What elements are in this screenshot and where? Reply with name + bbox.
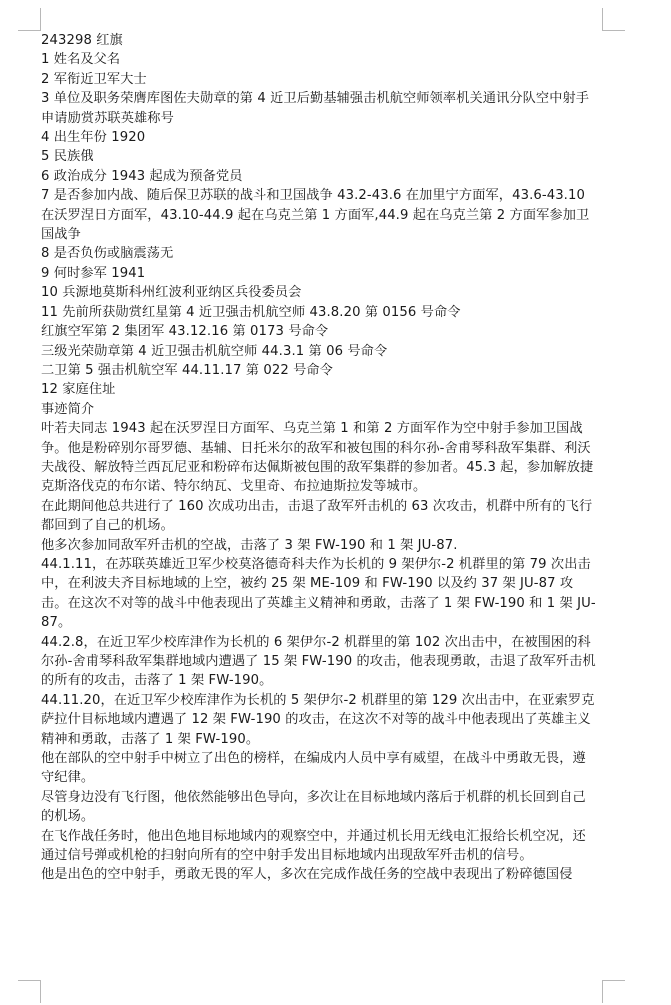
field-6-party: 6 政治成分 1943 起成为预备党员 xyxy=(41,168,243,184)
award-request-line: 申请励赏苏联英雄称号 xyxy=(41,110,174,126)
award-line: 二卫第 5 强击机航空军 44.11.17 第 022 号命令 xyxy=(41,362,333,378)
summary-paragraph: 在飞作战任务时，他出色地目标地域内的观察空中，并通过机长用无线电汇报给长机空况，还通过信号弹或机枪的扫射向所有的空中射手发出目标地域内出现敌军歼击机的信号。 xyxy=(41,828,586,864)
summary-paragraph: 尽管身边没有飞行图，他依然能够出色导向，多次让在目标地域内落后于机群的机长回到自己的机场。 xyxy=(41,789,586,825)
field-2-rank: 2 军衔近卫军大士 xyxy=(41,71,147,87)
summary-paragraph: 他多次参加同敌军歼击机的空战，击落了 3 架 FW-190 和 1 架 JU-87. xyxy=(41,537,458,553)
award-line: 红旗空军第 2 集团军 43.12.16 第 0173 号命令 xyxy=(41,324,329,340)
field-9-enlisted: 9 何时参军 1941 xyxy=(41,265,146,281)
summary-paragraph: 他在部队的空中射手中树立了出色的榜样，在编成内人员中享有威望，在战斗中勇敢无畏，遵守纪律。 xyxy=(41,751,586,786)
margin-corner-top-left xyxy=(18,8,41,31)
summary-paragraph: 叶若夫同志 1943 起在沃罗涅日方面军、乌克兰第 1 和第 2 方面军作为空中射手参加卫国战争。他是粉碎别尔哥罗德、基辅、日托米尔的敌军和被包围的科尔孙-舍甫琴科敌军集群、利沃夫战役、解放特兰西瓦尼亚和粉碎布达佩斯被包围的敌军集群的参加者。45.3 起，参加解放捷克斯洛伐克的布尔诺、特尔纳瓦、戈里奇、布拉迪斯拉发等城市。 xyxy=(41,421,594,495)
margin-corner-bottom-right xyxy=(602,980,625,1003)
field-4-birth-year: 4 出生年份 1920 xyxy=(41,130,146,146)
summary-paragraph: 44.1.11，在苏联英雄近卫军少校莫洛德奇科夫作为长机的 9 架伊尔-2 机群里的第 79 次出击中，在利波夫齐目标地域的上空，被约 25 架 ME-109 和 FW-190 以及约 37 架 JU-87 攻击。在这次不对等的战斗中他表现出了英雄主义精神和勇敢，击落了 1 架 FW-190 和 1 架 JU-87。 xyxy=(41,556,596,631)
field-8-wounds: 8 是否负伤或脑震荡无 xyxy=(41,246,174,262)
summary-paragraph: 他是出色的空中射手，勇敢无畏的军人，多次在完成作战任务的空战中表现出了粉碎德国侵 xyxy=(41,867,573,883)
summary-paragraph: 在此期间他总共进行了 160 次成功出击，击退了敌军歼击机的 63 次攻击，机群中所有的飞行都回到了自己的机场。 xyxy=(41,498,593,534)
field-11-awards: 11 先前所获勋赏红星第 4 近卫强击机航空师 43.8.20 第 0156 号命令 xyxy=(41,304,461,320)
summary-paragraph: 44.2.8，在近卫军少校库津作为长机的 6 架伊尔-2 机群里的第 102 次出击中，在被围困的科尔孙-舍甫琴科敌军集群地域内遭遇了 15 架 FW-190 的攻击，他表现勇敢，击退了敌军歼击机的所有的攻击，击落了 1 架 FW-190。 xyxy=(41,634,596,689)
award-line: 三级光荣勋章第 4 近卫强击机航空师 44.3.1 第 06 号命令 xyxy=(41,343,388,359)
field-10-origin: 10 兵源地莫斯科州红波利亚纳区兵役委员会 xyxy=(41,285,302,301)
field-3-unit: 3 单位及职务荣膺库图佐夫勋章的第 4 近卫后勤基辅强击机航空师领率机关通讯分队空中射手 xyxy=(41,91,590,107)
document-body xyxy=(41,31,599,885)
margin-corner-top-right xyxy=(602,8,625,31)
field-7-service: 7 是否参加内战、随后保卫苏联的战斗和卫国战争 43.2-43.6 在加里宁方面军，43.6-43.10 在沃罗涅日方面军，43.10-44.9 起在乌克兰第 1 方面军,44.9 起在乌克兰第 2 方面军参加卫国战争 xyxy=(41,188,590,243)
doc-id-line: 243298 红旗 xyxy=(41,33,123,48)
field-5-ethnicity: 5 民族俄 xyxy=(41,149,94,165)
field-1-name: 1 姓名及父名 xyxy=(41,52,121,68)
summary-paragraph: 44.11.20，在近卫军少校库津作为长机的 5 架伊尔-2 机群里的第 129 次出击中，在亚索罗克萨拉什目标地域内遭遇了 12 架 FW-190 的攻击，在这次不对等的战斗中他表现出了英雄主义精神和勇敢，击落了 1 架 FW-190。 xyxy=(41,692,595,747)
field-12-address: 12 家庭住址 xyxy=(41,382,116,398)
summary-heading: 事迹简介 xyxy=(41,401,95,417)
margin-corner-bottom-left xyxy=(18,980,41,1003)
